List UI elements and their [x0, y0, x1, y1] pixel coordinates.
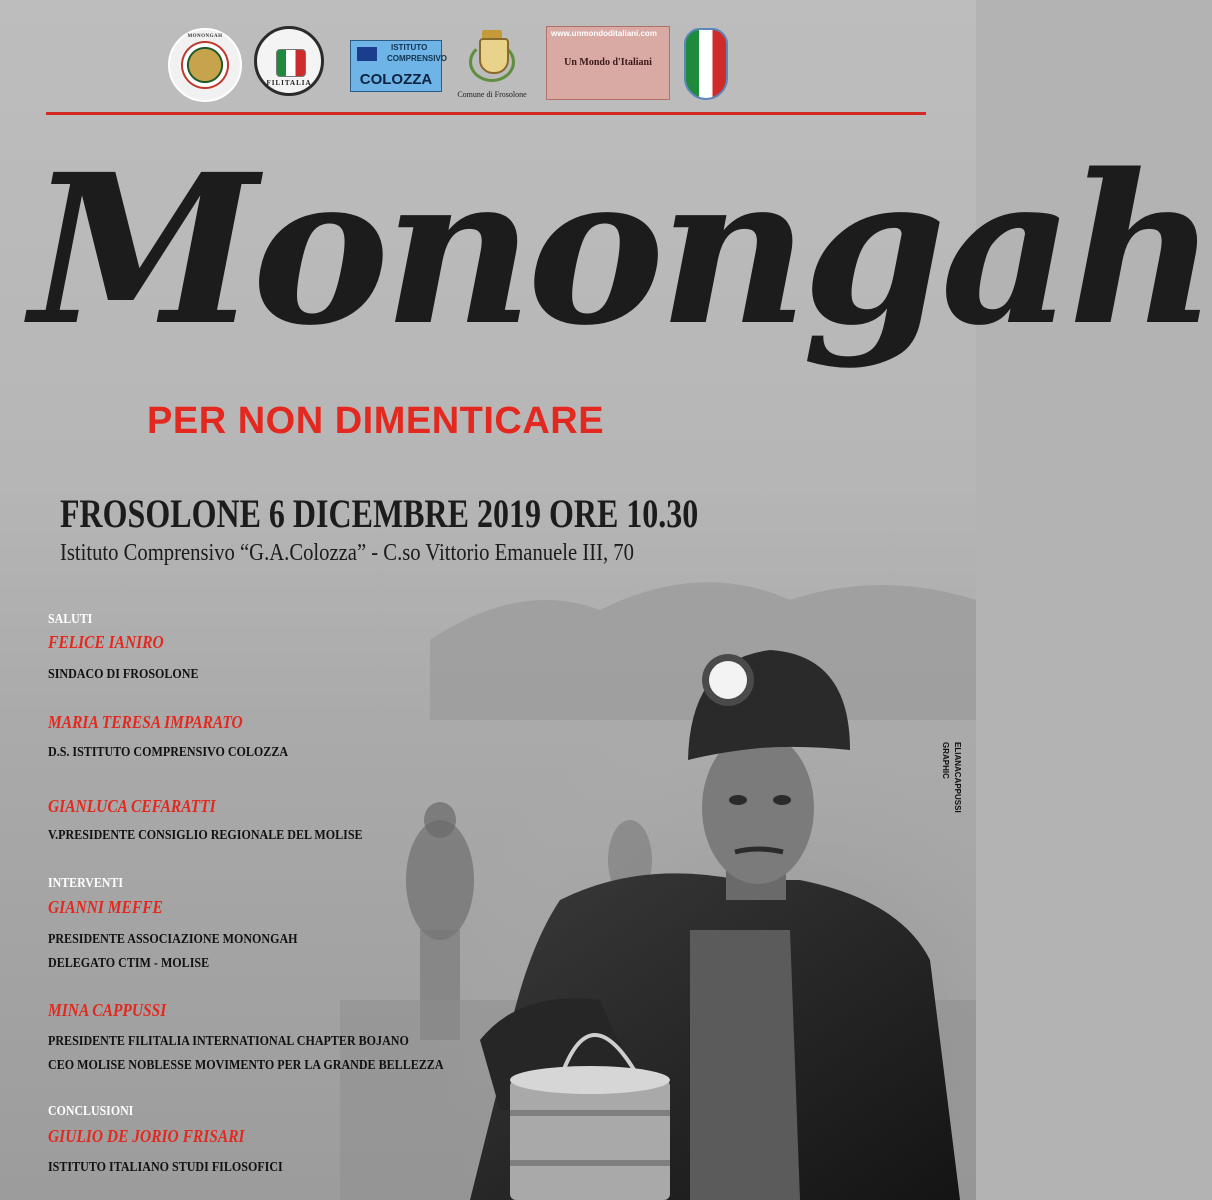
- speaker-role-secondary: DELEGATO CTIM - MOLISE: [48, 956, 210, 971]
- monongah-logo: [168, 28, 242, 102]
- speaker-name: GIANNI MEFFE: [48, 897, 163, 917]
- graphic-credit: [928, 742, 968, 838]
- section-conclusioni: CONCLUSIONI: [48, 1104, 134, 1119]
- poster-subtitle: PER NON DIMENTICARE: [147, 400, 605, 442]
- mondo-italiani-logo: [546, 26, 670, 100]
- speaker-role-secondary: CEO MOLISE NOBLESSE MOVIMENTO PER LA GRANDE BELLEZZA: [48, 1058, 444, 1073]
- speaker-role: V.PRESIDENTE CONSIGLIO REGIONALE DEL MOLISE: [48, 828, 363, 843]
- section-interventi: INTERVENTI: [48, 876, 123, 891]
- mondo-logo-title: Un Mondo d'Italiani: [564, 57, 652, 68]
- filitalia-logo-text: FILITALIA: [266, 79, 312, 87]
- section-saluti: SALUTI: [48, 612, 93, 627]
- mondo-logo-url: www.unmondoditaliani.com: [551, 29, 657, 38]
- speaker-name: GIULIO DE JORIO FRISARI: [48, 1126, 245, 1146]
- speaker-name: MARIA TERESA IMPARATO: [48, 712, 243, 732]
- credit-line1: GRAPHIC: [941, 742, 950, 779]
- coat-of-arms-icon: [479, 38, 509, 74]
- filitalia-logo: [254, 26, 324, 96]
- poster-title: Monongah: [30, 129, 1212, 371]
- speaker-role: PRESIDENTE ASSOCIAZIONE MONONGAH: [48, 932, 298, 947]
- credit-line2: ELIANACAPPUSSI: [953, 742, 962, 813]
- ctim-logo: [684, 28, 728, 100]
- colozza-logo-line2: COMPRENSIVO: [387, 54, 448, 63]
- speaker-role: D.S. ISTITUTO COMPRENSIVO COLOZZA: [48, 745, 289, 760]
- speaker-role: PRESIDENTE FILITALIA INTERNATIONAL CHAPTER BOJANO: [48, 1034, 409, 1049]
- speaker-name: FELICE IANIRO: [48, 632, 164, 652]
- speaker-role: SINDACO DI FROSOLONE: [48, 667, 199, 682]
- speaker-role: ISTITUTO ITALIANO STUDI FILOSOFICI: [48, 1160, 283, 1175]
- comune-frosolone-logo: [457, 30, 527, 102]
- colozza-logo: [350, 40, 448, 92]
- monongah-logo-text: MONONGAH: [187, 34, 223, 39]
- comune-logo-text: Comune di Frosolone: [457, 90, 527, 99]
- colozza-logo-line3: COLOZZA: [359, 71, 433, 88]
- event-date: FROSOLONE 6 DICEMBRE 2019 ORE 10.30: [60, 491, 699, 536]
- eu-flag-icon: [357, 47, 377, 61]
- speaker-name: GIANLUCA CEFARATTI: [48, 796, 216, 816]
- event-venue: Istituto Comprensivo “G.A.Colozza” - C.so Vittorio Emanuele III, 70: [60, 540, 634, 566]
- speaker-name: MINA CAPPUSSI: [48, 1000, 167, 1020]
- italian-flag-icon: [276, 49, 306, 77]
- colozza-logo-line1: ISTITUTO: [391, 43, 428, 52]
